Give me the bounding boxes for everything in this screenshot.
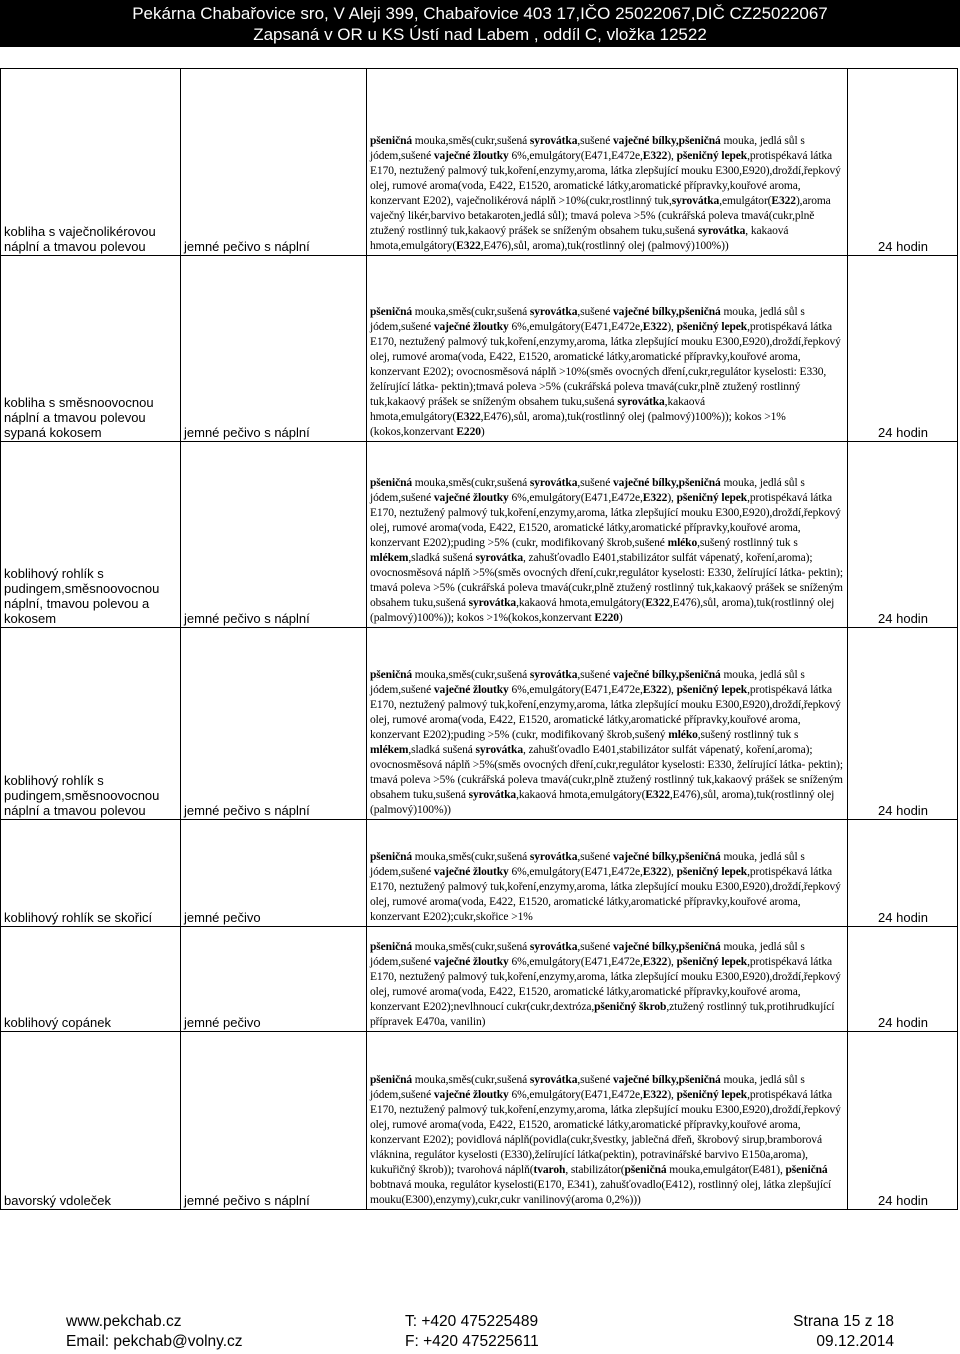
ingredient-text: ,sušené	[577, 851, 613, 863]
allergen-text: E322	[642, 1089, 668, 1101]
product-category: jemné pečivo s náplní	[181, 442, 367, 628]
allergen-text: vaječné žloutky	[433, 492, 509, 504]
ingredient-text: ,E476),sůl, aroma),tuk(rostlinný olej (palmový)100%))	[480, 240, 729, 252]
ingredient-text: ,E476),sůl, aroma),tuk(rostlinný olej (palmový)100%)); kokos >1%(kokos,konzervant	[370, 597, 835, 624]
ingredient-text: 6%,emulgátory(E471,E472e,	[508, 321, 643, 333]
ingredient-text: mouka,směs(cukr,sušená	[412, 941, 530, 953]
ingredient-text: ,sušený rostlinný tuk s	[697, 729, 799, 741]
allergen-text: pšeničný lepek	[676, 1089, 748, 1101]
allergen-text: mléko	[667, 537, 698, 549]
product-shelf-life: 24 hodin	[848, 1032, 958, 1210]
product-ingredients	[367, 927, 848, 1032]
product-name: kobliha s vaječnolikérovou náplní a tmavou polevou	[1, 69, 181, 256]
table-row	[1, 1032, 958, 1210]
footer-fax: F: +420 475225611	[405, 1333, 539, 1350]
ingredient-text: 6%,emulgátory(E471,E472e,	[508, 956, 643, 968]
product-shelf-life: 24 hodin	[848, 69, 958, 256]
allergen-text: E322	[642, 956, 668, 968]
allergen-text: syrovátka	[529, 306, 578, 318]
allergen-text: syrovátka	[529, 669, 578, 681]
ingredient-text: 6%,emulgátory(E471,E472e,	[508, 866, 643, 878]
product-shelf-life: 24 hodin	[848, 820, 958, 927]
ingredient-text: , stabilizátor(	[565, 1164, 625, 1176]
ingredient-text: ,sladká sušená	[408, 552, 476, 564]
product-shelf-life: 24 hodin	[848, 927, 958, 1032]
product-name: koblihový copánek	[1, 927, 181, 1032]
allergen-text: syrovátka	[671, 195, 720, 207]
ingredient-text: mouka, jedlá sůl s jódem,sušené	[370, 669, 805, 696]
product-name: koblihový rohlík se skořicí	[1, 820, 181, 927]
ingredient-text: mouka, jedlá sůl s jódem,sušené	[370, 306, 805, 333]
allergen-text: pšeničná	[370, 477, 413, 489]
ingredient-text: mouka, jedlá sůl s jódem,sušené	[370, 135, 805, 162]
product-category: jemné pečivo s náplní	[181, 256, 367, 442]
company-registration: Zapsaná v OR u KS Ústí nad Labem , oddíl C, vložka 12522	[253, 25, 707, 44]
footer-date: 09.12.2014	[816, 1333, 894, 1350]
allergen-text: syrovátka	[529, 941, 578, 953]
ingredient-text: ,sušené	[577, 669, 613, 681]
ingredient-text: 6%,emulgátory(E471,E472e,	[508, 1089, 643, 1101]
allergen-text: E322	[456, 240, 481, 252]
allergen-text: vaječné bílky,pšeničná	[612, 135, 721, 147]
allergen-text: vaječné žloutky	[433, 321, 509, 333]
ingredient-text: ,sladká sušená	[408, 744, 476, 756]
ingredient-text: mouka, jedlá sůl s jódem,sušené	[370, 941, 805, 968]
allergen-text: E322	[645, 597, 670, 609]
ingredient-text: ,sušené	[577, 941, 613, 953]
product-category: jemné pečivo s náplní	[181, 1032, 367, 1210]
allergen-text: pšeničný lepek	[676, 866, 748, 878]
allergen-text: E322	[642, 684, 668, 696]
allergen-text: pšeničná	[370, 669, 413, 681]
ingredient-text: mouka, jedlá sůl s jódem,sušené	[370, 477, 805, 504]
ingredient-text: , zahušťovadlo E401,stabilizátor sulfát vápenatý, koření,aroma); ovocnosměsová náplň >5%(směs ovocných dření,cukr,regulátor kyselosti: E330, želírující látka- pektin); tmavá poleva >5% (cukrářská poleva tmavá(cukr,plně ztužený rostlinný tuk,kakaový prášek se sníženým obsahem tuku,sušená	[370, 552, 843, 609]
table-row	[1, 820, 958, 927]
ingredient-text: mouka,směs(cukr,sušená	[412, 306, 530, 318]
page-footer	[0, 1302, 960, 1354]
allergen-text: vaječné žloutky	[433, 1089, 509, 1101]
ingredient-text: mouka,směs(cukr,sušená	[412, 851, 530, 863]
allergen-text: vaječné bílky,pšeničná	[612, 477, 721, 489]
allergen-text: mléko	[668, 729, 698, 741]
product-category: jemné pečivo	[181, 820, 367, 927]
ingredient-text: )	[618, 612, 623, 624]
ingredient-text: ,protispékavá látka E170, neztužený palmový tuk,koření,enzymy,aroma, látka zlepšující mouku E300,E920),droždí,řepkový olej, rumové aroma(voda, E422, E1520, aromatické látky,aromatické přípravky,kouřové aroma, konzervant E202), vaječnolikérová náplň >10%(cukr,rostlinný tuk,	[370, 150, 841, 207]
allergen-text: E322	[456, 411, 481, 423]
ingredient-text: ,protispékavá látka E170, neztužený palmový tuk,koření,enzymy,aroma, látka zlepšující mouku E300,E920),droždí,řepkový olej, rumové aroma(voda, E422, E1520, aromatické látky,aromatické přípravky,kouřové aroma, konzervant E202);nevlhnoucí cukr(cukr,dextróza,	[370, 956, 841, 1013]
product-category: jemné pečivo s náplní	[181, 69, 367, 256]
allergen-text: pšeničná	[370, 851, 413, 863]
allergen-text: vaječné bílky,pšeničná	[612, 941, 721, 953]
product-name: koblihový rohlík s pudingem,směsnoovocnou náplní, tmavou polevou a kokosem	[1, 442, 181, 628]
allergen-text: vaječné žloutky	[433, 150, 509, 162]
allergen-text: E322	[642, 150, 668, 162]
allergen-text: E322	[642, 866, 668, 878]
product-name: bavorský vdoleček	[1, 1032, 181, 1210]
allergen-text: E322	[771, 195, 796, 207]
allergen-text: syrovátka	[697, 225, 746, 237]
ingredient-text: ),	[667, 866, 677, 878]
ingredient-text: ),	[667, 492, 677, 504]
ingredient-text: mouka, jedlá sůl s jódem,sušené	[370, 851, 805, 878]
product-category: jemné pečivo	[181, 927, 367, 1032]
allergen-text: pšeničný lepek	[676, 321, 748, 333]
allergen-text: pšeničná	[370, 306, 413, 318]
product-table	[0, 68, 958, 1210]
ingredient-text: bobtnavá mouka, regulátor kyselosti(E170, E341), zahušťovadlo(E412), rostlinný olej, látka zlepšující mouku(E300),enzymy),cukr,cukr vanilinový(aroma 0,2%)))	[370, 1179, 832, 1206]
ingredient-text: ,protispékavá látka E170, neztužený palmový tuk,koření,enzymy,aroma, látka zlepšující mouku E300,E920),droždí,řepkový olej, rumové aroma(voda, E422, E1520, aromatické látky,aromatické přípravky,kouřové aroma, konzervant E202);puding >5% (cukr, modifikovaný škrob,sušené	[370, 492, 841, 549]
product-ingredients	[367, 69, 848, 256]
footer-web: www.pekchab.cz	[66, 1313, 182, 1330]
allergen-text: pšeničný lepek	[676, 150, 748, 162]
allergen-text: E322	[645, 789, 670, 801]
allergen-text: tvaroh	[533, 1164, 566, 1176]
product-ingredients	[367, 1032, 848, 1210]
ingredient-text: ,sušené	[577, 477, 613, 489]
ingredient-text: ),	[667, 1089, 677, 1101]
allergen-text: E220	[456, 426, 481, 438]
ingredient-text: , zahušťovadlo E401,stabilizátor sulfát vápenatý, koření,aroma); ovocnosměsová náplň >5%(směs ovocných dření,cukr,regulátor kyselosti: E330, želírující látka- pektin); tmavá poleva >5% (cukrářská poleva tmavá(cukr,plně ztužený rostlinný tuk,kakaový prášek se sníženým obsahem tuku,sušená	[370, 744, 843, 801]
allergen-text: pšeničná	[370, 941, 413, 953]
product-ingredients	[367, 820, 848, 927]
footer-page-number: Strana 15 z 18	[793, 1313, 894, 1330]
allergen-text: pšeničný lepek	[676, 684, 748, 696]
ingredient-text: 6%,emulgátory(E471,E472e,	[508, 684, 643, 696]
ingredient-text: ,emulgátor(	[719, 195, 772, 207]
ingredient-text: ),	[667, 684, 677, 696]
ingredient-text: ,E476),sůl, aroma),tuk(rostlinný olej (palmový)100%))	[370, 789, 835, 816]
allergen-text: syrovátka	[529, 135, 578, 147]
allergen-text: pšeničná	[370, 135, 413, 147]
ingredient-text: ,sušený rostlinný tuk s	[697, 537, 798, 549]
ingredient-text: ,protispékavá látka E170, neztužený palmový tuk,koření,enzymy,aroma, látka zlepšující mouku E300,E920),droždí,řepkový olej, rumové aroma(voda, E422, E1520, aromatické látky,aromatické přípravky,kouřové aroma, konzervant E202);cukr,skořice >1%	[370, 866, 841, 923]
allergen-text: vaječné bílky,pšeničná	[612, 1074, 721, 1086]
allergen-text: mlékem	[370, 744, 409, 756]
product-name: koblihový rohlík s pudingem,směsnoovocnou náplní a tmavou polevou	[1, 628, 181, 820]
allergen-text: syrovátka	[475, 552, 523, 564]
product-shelf-life: 24 hodin	[848, 628, 958, 820]
product-ingredients	[367, 628, 848, 820]
allergen-text: syrovátka	[529, 851, 578, 863]
ingredient-text: 6%,emulgátory(E471,E472e,	[508, 150, 643, 162]
ingredient-text: ),	[667, 150, 677, 162]
product-ingredients	[367, 442, 848, 628]
allergen-text: syrovátka	[468, 789, 517, 801]
allergen-text: E322	[642, 492, 668, 504]
allergen-text: syrovátka	[529, 477, 578, 489]
ingredient-text: ,kakaová hmota,emulgátory(	[516, 597, 646, 609]
ingredient-text: ,kakaová hmota,emulgátory(	[370, 396, 706, 423]
allergen-text: vaječné žloutky	[433, 684, 509, 696]
ingredient-text: ,E476),sůl, aroma),tuk(rostlinný olej (palmový)100%)); kokos >1%(kokos,konzervant	[370, 411, 786, 438]
ingredient-text: ,sušené	[577, 306, 613, 318]
ingredient-text: , kakaová hmota,emulgátory(	[370, 225, 789, 252]
allergen-text: vaječné bílky,pšeničná	[612, 306, 721, 318]
allergen-text: pšeničný lepek	[676, 492, 748, 504]
ingredient-text: mouka,směs(cukr,sušená	[412, 135, 530, 147]
table-row	[1, 256, 958, 442]
product-shelf-life: 24 hodin	[848, 442, 958, 628]
ingredient-text: ),	[667, 321, 677, 333]
allergen-text: syrovátka	[475, 744, 523, 756]
allergen-text: vaječné žloutky	[433, 956, 509, 968]
allergen-text: pšeničný lepek	[676, 956, 748, 968]
allergen-text: syrovátka	[468, 597, 517, 609]
product-shelf-life: 24 hodin	[848, 256, 958, 442]
table-row	[1, 442, 958, 628]
allergen-text: E220	[594, 612, 619, 624]
ingredient-text: ,sušené	[577, 135, 613, 147]
allergen-text: syrovátka	[617, 396, 665, 408]
allergen-text: mlékem	[370, 552, 409, 564]
product-ingredients	[367, 256, 848, 442]
footer-email: Email: pekchab@volny.cz	[66, 1333, 243, 1350]
ingredient-text: ),	[667, 956, 677, 968]
allergen-text: vaječné žloutky	[433, 866, 509, 878]
allergen-text: vaječné bílky,pšeničná	[612, 851, 721, 863]
ingredient-text: mouka,směs(cukr,sušená	[412, 669, 530, 681]
ingredient-text: ,kakaová hmota,emulgátory(	[516, 789, 646, 801]
footer-phone: T: +420 475225489	[405, 1313, 539, 1330]
table-row	[1, 927, 958, 1032]
ingredient-text: ,protispékavá látka E170, neztužený palmový tuk,koření,enzymy,aroma, látka zlepšující mouku E300,E920),droždí,řepkový olej, rumové aroma(voda, E422, E1520, aromatické látky,aromatické přípravky,kouřové aroma, konzervant E202); ovocnosměsová náplň >10%(směs ovocných dření,cukr,regulátor kyselosti: E330, želírující látka- pektin);tmavá poleva >5% (cukrářská poleva tmavá(cukr,plně ztužený rostlinný tuk,kakaový prášek se sníženým obsahem tuku,sušená	[370, 321, 841, 408]
ingredient-text: mouka,směs(cukr,sušená	[412, 477, 530, 489]
company-header	[0, 0, 960, 47]
allergen-text: vaječné bílky,pšeničná	[612, 669, 721, 681]
product-category: jemné pečivo s náplní	[181, 628, 367, 820]
table-row	[1, 628, 958, 820]
allergen-text: syrovátka	[529, 1074, 578, 1086]
ingredient-text: ,ztužený rostlinný tuk,protihrudkující přípravek E470a, vanilin)	[370, 1001, 835, 1028]
ingredient-text: mouka,emulgátor(E481),	[666, 1164, 786, 1176]
ingredient-text: ,sušené	[577, 1074, 613, 1086]
allergen-text: pšeničná	[785, 1164, 828, 1176]
allergen-text: pšeničná	[624, 1164, 667, 1176]
allergen-text: pšeničný škrob	[594, 1001, 667, 1013]
ingredient-text: ,protispékavá látka E170, neztužený palmový tuk,koření,enzymy,aroma, látka zlepšující mouku E300,E920),droždí,řepkový olej, rumové aroma(voda, E422, E1520, aromatické látky,aromatické přípravky,kouřové aroma, konzervant E202);puding >5% (cukr, modifikovaný škrob,sušený	[370, 684, 841, 741]
product-name: kobliha s směsnoovocnou náplní a tmavou polevou sypaná kokosem	[1, 256, 181, 442]
allergen-text: E322	[642, 321, 668, 333]
company-address: Pekárna Chabařovice sro, V Aleji 399, Chabařovice 403 17,IČO 25022067,DIČ CZ25022067	[132, 4, 828, 23]
ingredient-text: mouka, jedlá sůl s jódem,sušené	[370, 1074, 805, 1101]
ingredient-text: 6%,emulgátory(E471,E472e,	[508, 492, 643, 504]
ingredient-text: ,protispékavá látka E170, neztužený palmový tuk,koření,enzymy,aroma, látka zlepšující mouku E300,E920),droždí,řepkový olej, rumové aroma(voda, E422, E1520, aromatické látky,aromatické přípravky,kouřové aroma, konzervant E202); povidlová náplň(povidla(cukr,švestky, jablečná dřeň, škrobový sirup,bramborová vláknina, regulátor kyselosti (E330),želírující látka(pektin), potravinářské barvivo E150a,aroma), kukuřičný škrob)); tvarohová náplň(	[370, 1089, 841, 1176]
table-row	[1, 69, 958, 256]
ingredient-text: ),aroma vaječný likér,barvivo betakaroten,jedlá sůl); tmavá poleva >5% (cukrářská poleva tmavá(cukr,plně ztužený rostlinný tuk,kakaový prášek se sníženým obsahem tuku,sušená	[370, 195, 831, 237]
ingredient-text: mouka,směs(cukr,sušená	[412, 1074, 530, 1086]
allergen-text: pšeničná	[370, 1074, 413, 1086]
ingredient-text: )	[480, 426, 485, 438]
